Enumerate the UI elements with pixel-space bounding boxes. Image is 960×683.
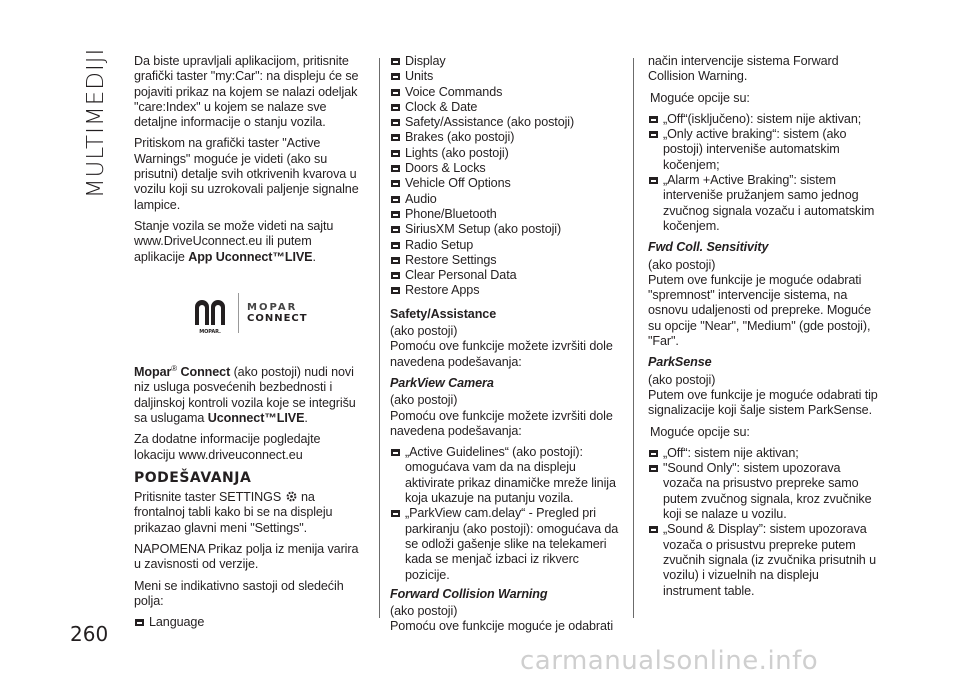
paragraph: Pomoću ove funkcije moguće je odabrati [390,619,614,634]
paragraph: Pritiskom na grafički taster "Active Warnings" moguće je videti (ako su prisutni) detalje svih otkrivenih kvarova u vozilu koji su uzrokovali paljenje signalne lampice. [134,136,359,212]
logo-line-1: MOPAR [247,301,298,313]
availability-note: (ako postoji) [390,604,458,619]
list-item: Radio Setup [390,238,620,253]
list-item: Doors & Locks [390,161,620,176]
list-item: „Off“(isključeno): sistem nije aktivan; [648,112,878,127]
text: Pritisnite taster SETTINGS [134,490,285,505]
service-name: Uconnect™LIVE [207,410,305,425]
list-item: Brakes (ako postoji) [390,130,620,145]
subsection-title: ParkSense [648,355,712,370]
list-item: Clock & Date [390,100,620,115]
paragraph: način intervencije sistema Forward Collision Warning. [648,54,839,84]
list-item: „Only active braking“: sistem (ako postoji) interveniše automatskim kočenjem; [648,127,878,173]
column-2 [390,54,620,641]
subsection-title: Forward Collision Warning [390,586,548,601]
list-item: „Off“: sistem nije aktivan; [648,446,878,461]
list-item: „Active Guidelines“ (ako postoji): omogućava vam da na displeju aktivirate prikaz dinamičke mreže linija koja ukazuje na putanju vozila. [390,445,620,506]
availability-note: (ako postoji) [648,372,716,387]
brand-name: Mopar [134,365,172,380]
paragraph: NAPOMENA Prikaz polja iz menija varira u zavisnosti od verzije. [134,542,359,572]
text: . [304,410,308,425]
list-item: Audio [390,192,620,207]
paragraph: Pomoću ove funkcije možete izvršiti dole navedena podešavanja: [390,408,613,438]
paragraph [134,219,364,265]
list-item: Clear Personal Data [390,268,620,283]
availability-note: (ako postoji) [390,393,458,408]
list-item: Phone/Bluetooth [390,207,620,222]
list-item: Vehicle Off Options [390,176,620,191]
paragraph: Putem ove funkcije je moguće odabrati tip signalizacije koji šalje sistem ParkSense. [648,387,878,418]
mopar-logo-icon [190,291,230,335]
text: na frontalnoj tabli kako bi se na displeju prikazao glavni meni "Settings". [134,490,333,535]
option-list [390,445,620,583]
paragraph: Putem ove funkcije je moguće odabrati "spremnost" intervencije sistema, na osnovu udaljenosti od prepreke. Moguće su opcije "Near", "Medium" (gde postoji), "Far". [648,272,872,349]
page-number: 260 [70,622,109,646]
logo-line-2: CONNECT [247,312,308,324]
list-item: Display [390,54,620,69]
list-item: „ParkView cam.delay“ - Pregled pri parkiranju (ako postoji): omogućava da se odloži gašenje slike na telekameri kada se menjač izbaci iz rikverc pozicije. [390,506,620,582]
subsection-title: Fwd Coll. Sensitivity [648,240,769,255]
option-list [648,446,878,599]
text: (ako postoji) nudi novi niz usluga posvećenih bezbednosti i daljinskoj kontroli vozila koje se integrišu sa uslugama [134,365,356,425]
settings-list [390,54,620,299]
section-side-title-text: MULTIMEDIJI [83,47,109,199]
registered-mark: ® [171,363,178,373]
watermark: carmanualsonline.info [520,646,819,676]
list-item: „Sound & Display”: sistem upozorava vozača o prisustvu prepreke putem zvučnih signala (iz zvučnika prisutnih u vozilu) i vizuelnih na displeju instrument table. [648,522,878,598]
brand-name-suffix: Connect [177,365,231,380]
text: Stanje vozila se može videti na sajtu www.DriveUconnect.eu ili putem aplikacije [134,218,334,264]
section-heading: PODEŠAVANJA [134,469,252,486]
availability-note: (ako postoji) [390,324,458,339]
column-divider [633,58,634,618]
logo-small-text: MOPAR. [199,328,221,335]
paragraph [134,490,364,536]
logo-wordmark [247,302,308,324]
paragraph: Da biste upravljali aplikacijom, pritisnite grafički taster "my:Car": na displeju će se pojaviti prikaz na kojem se nalazi odeljak "care:Index" u kojem se nalaze sve detaljne informacije o stanju vozila. [134,54,359,130]
settings-list [134,615,364,630]
paragraph: Pomoću ove funkcije možete izvršiti dole navedena podešavanja: [390,339,613,369]
paragraph: Meni se indikativno sastoji od sledećih polja: [134,578,344,608]
section-side-title [78,48,114,198]
paragraph: Moguće opcije su: [650,90,750,105]
paragraph [134,361,364,426]
column-1 [134,54,364,631]
list-item: Safety/Assistance (ako postoji) [390,115,620,130]
subsection-title: Safety/Assistance [390,306,497,321]
list-item: Units [390,69,620,84]
list-item: Voice Commands [390,85,620,100]
paragraph: Moguće opcije su: [650,424,750,439]
text: . [312,249,316,264]
app-name: App Uconnect™LIVE [188,249,313,264]
column-3 [648,54,878,599]
availability-note: (ako postoji) [648,257,716,272]
list-item: "Sound Only": sistem upozorava vozača na prisustvo prepreke samo putem zvučnog signala, kroz zvučnike koji se nalaze u vozilu. [648,461,878,522]
list-item: Lights (ako postoji) [390,146,620,161]
list-item: Restore Settings [390,253,620,268]
list-item: Restore Apps [390,283,620,298]
list-item: Language [134,615,364,630]
mopar-connect-logo [190,291,364,335]
paragraph: Za dodatne informacije pogledajte lokaciju www.driveuconnect.eu [134,432,321,462]
subsection-title: ParkView Camera [390,375,494,390]
list-item: SiriusXM Setup (ako postoji) [390,222,620,237]
column-divider [379,58,380,618]
logo-divider [238,293,239,333]
option-list [648,112,878,234]
list-item: „Alarm +Active Braking”: sistem interveniše pružanjem samo jednog zvučnog signala vozaču i automatskim kočenjem. [648,173,878,234]
settings-gear-icon [285,490,298,503]
